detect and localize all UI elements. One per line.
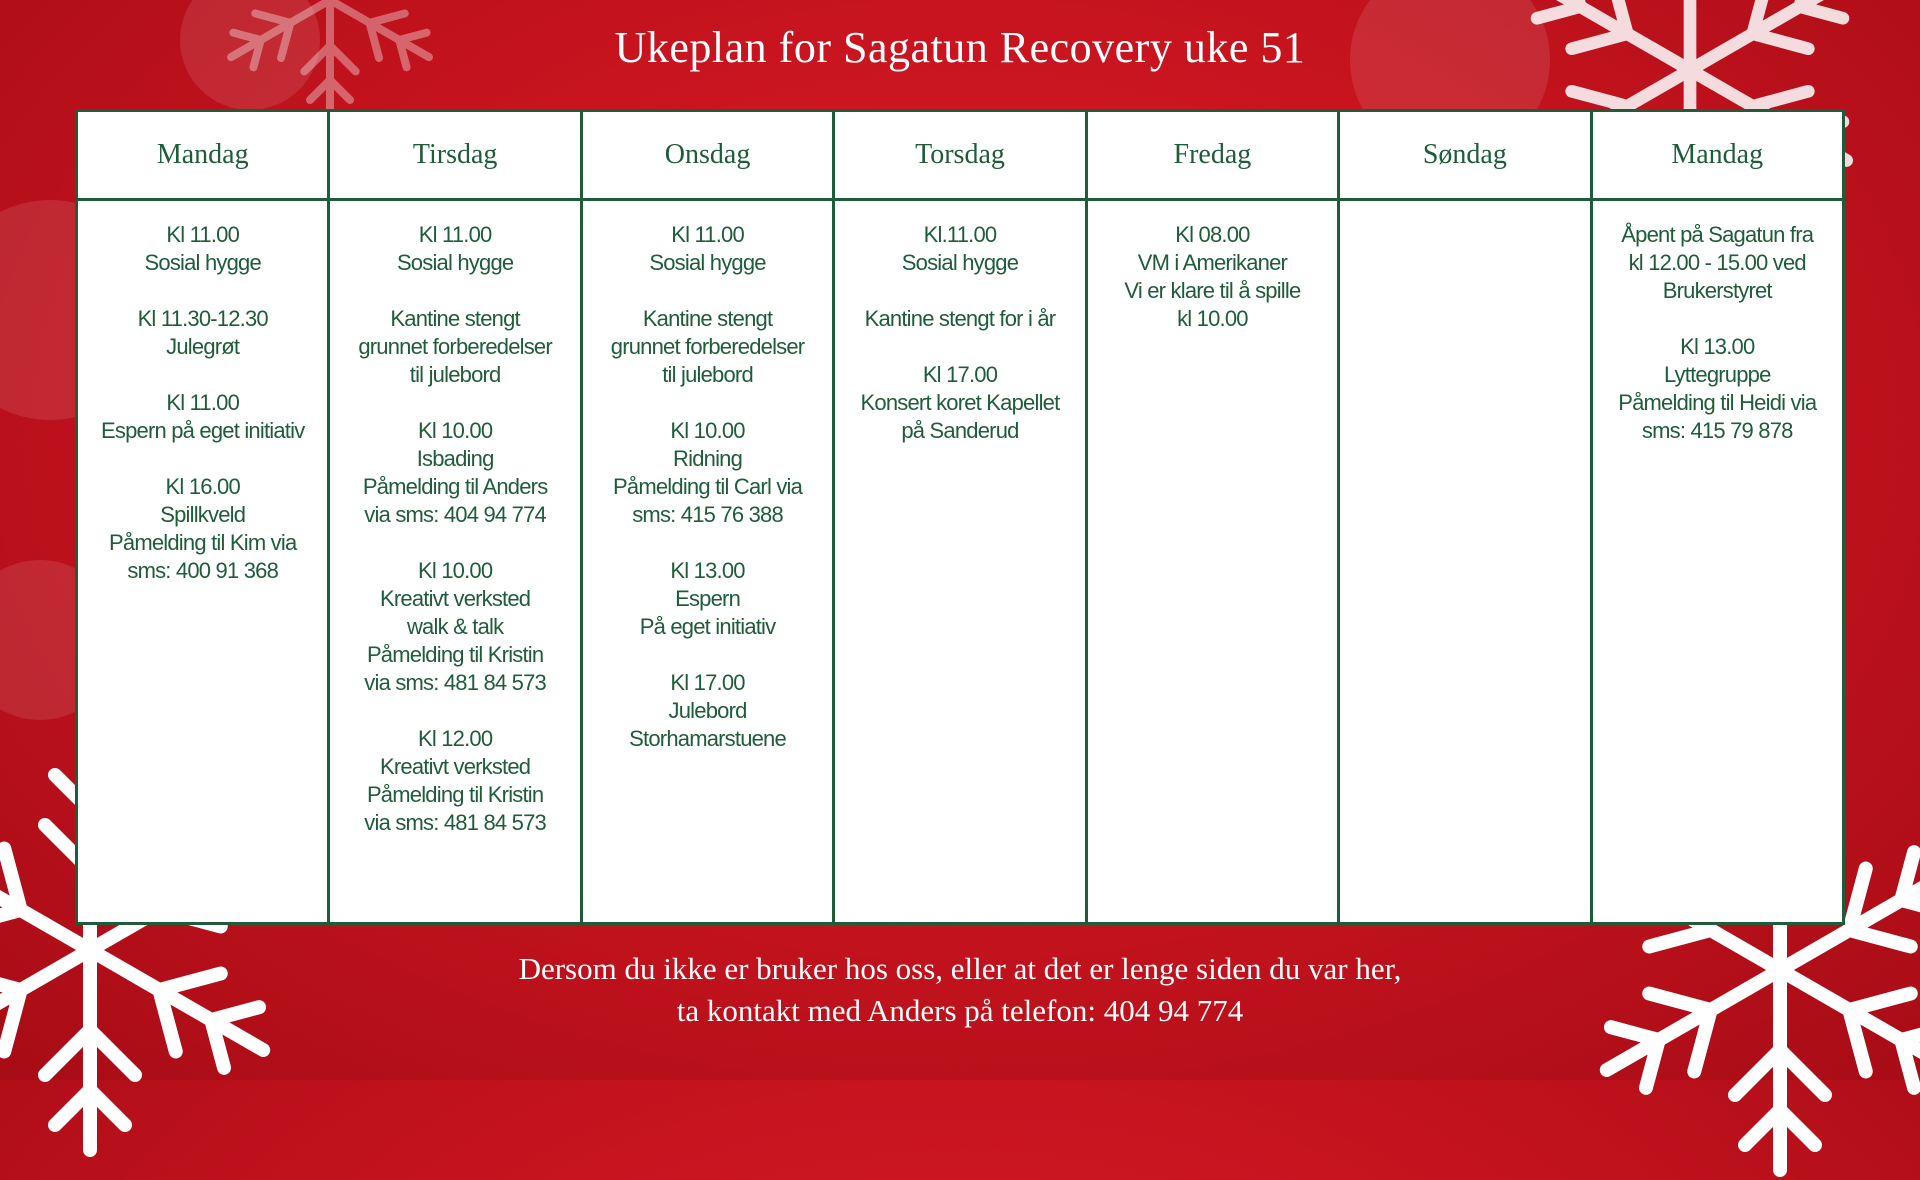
activity-line: Kl 10.00 xyxy=(417,418,493,443)
activity-entry xyxy=(1593,221,1842,305)
activity-line: Sosial hygge xyxy=(396,250,514,275)
day-column xyxy=(1088,112,1340,922)
activity-entry xyxy=(78,305,327,361)
activity-line: Espern på eget initiativ xyxy=(101,418,305,443)
activity-line: Påmelding til Kristin xyxy=(366,642,544,667)
activity-line: Kl 11.00 xyxy=(166,222,240,247)
day-column xyxy=(78,112,330,922)
day-header: Torsdag xyxy=(835,112,1084,201)
activity-line: Kantine stengt for i år xyxy=(864,306,1056,331)
activity-line: Isbading xyxy=(416,446,494,471)
activity-line: Kreativt verksted xyxy=(380,586,531,611)
activity-entry xyxy=(583,417,832,529)
activity-line: Påmelding til Heidi via xyxy=(1618,390,1817,415)
activity-entry xyxy=(330,725,579,837)
activity-line: Påmelding til Carl via xyxy=(613,474,803,499)
activity-line: På eget initiativ xyxy=(639,614,776,639)
activity-line: Julebord xyxy=(668,698,747,723)
activity-line: sms: 415 76 388 xyxy=(632,502,783,527)
activity-line: Kl 11.30-12.30 xyxy=(137,306,268,331)
activity-line: Lyttegruppe xyxy=(1663,362,1771,387)
activity-line: via sms: 481 84 573 xyxy=(364,670,546,695)
activity-line: Påmelding til Anders xyxy=(362,474,548,499)
day-header: Søndag xyxy=(1340,112,1589,201)
day-column xyxy=(583,112,835,922)
activity-line: VM i Amerikaner xyxy=(1137,250,1288,275)
activity-line: Kl 10.00 xyxy=(417,558,493,583)
page-title: Ukeplan for Sagatun Recovery uke 51 xyxy=(614,23,1306,72)
activity-line: Åpent på Sagatun fra xyxy=(1621,222,1814,247)
activity-line: til julebord xyxy=(409,362,501,387)
activity-line: Kl 11.00 xyxy=(418,222,492,247)
activity-line: Kl 13.00 xyxy=(1680,334,1755,359)
contact-footer xyxy=(0,948,1920,1032)
activity-line: Spillkveld xyxy=(160,502,246,527)
activity-line: Julegrøt xyxy=(166,334,240,359)
activity-line: Påmelding til Kim via xyxy=(109,530,297,555)
activity-line: Kantine stengt xyxy=(642,306,773,331)
activity-line: Påmelding til Kristin xyxy=(366,782,544,807)
activity-entry xyxy=(1088,221,1337,333)
day-column xyxy=(330,112,582,922)
day-activities xyxy=(78,201,327,922)
activity-line: via sms: 481 84 573 xyxy=(364,810,546,835)
day-activities xyxy=(835,201,1084,922)
day-activities xyxy=(1593,201,1842,922)
day-header: Mandag xyxy=(1593,112,1842,201)
activity-line: via sms: 404 94 774 xyxy=(364,502,546,527)
activity-line: til julebord xyxy=(662,362,753,387)
activity-line: Kl.11.00 xyxy=(923,222,997,247)
activity-entry xyxy=(78,473,327,585)
activity-entry xyxy=(583,669,832,753)
activity-line: Konsert koret Kapellet xyxy=(860,390,1060,415)
activity-line: grunnet forberedelser xyxy=(610,334,805,359)
activity-entry xyxy=(78,221,327,277)
activity-entry xyxy=(330,557,579,697)
activity-line: Ridning xyxy=(673,446,743,471)
activity-line: Kreativt verksted xyxy=(380,754,531,779)
footer-line: ta kontakt med Anders på telefon: 404 94 774 xyxy=(676,993,1244,1028)
day-activities xyxy=(1340,201,1589,922)
activity-line: Kl 11.00 xyxy=(166,390,240,415)
activity-line: Brukerstyret xyxy=(1662,278,1772,303)
activity-entry xyxy=(78,389,327,445)
activity-line: Kl 11.00 xyxy=(671,222,744,247)
activity-line: Kl 12.00 xyxy=(417,726,493,751)
activity-entry xyxy=(330,305,579,389)
activity-entry xyxy=(330,417,579,529)
activity-line: kl 10.00 xyxy=(1177,306,1248,331)
activity-entry xyxy=(835,361,1084,445)
activity-line: kl 12.00 - 15.00 ved xyxy=(1628,250,1806,275)
activity-entry xyxy=(583,221,832,277)
activity-line: sms: 415 79 878 xyxy=(1641,418,1793,443)
activity-entry xyxy=(583,305,832,389)
activity-line: Sosial hygge xyxy=(901,250,1019,275)
activity-entry xyxy=(835,221,1084,277)
day-activities xyxy=(583,201,832,922)
activity-line: Kl 13.00 xyxy=(670,558,745,583)
activity-line: grunnet forberedelser xyxy=(358,334,552,359)
activity-line: på Sanderud xyxy=(901,418,1019,443)
activity-line: sms: 400 91 368 xyxy=(127,558,279,583)
footer-line: Dersom du ikke er bruker hos oss, eller at det er lenge siden du var her, xyxy=(518,951,1402,986)
day-header: Onsdag xyxy=(583,112,832,201)
activity-line: Sosial hygge xyxy=(144,250,261,275)
activity-entry xyxy=(835,305,1084,333)
day-header: Mandag xyxy=(78,112,327,201)
activity-entry xyxy=(330,221,579,277)
activity-line: Kl 17.00 xyxy=(670,670,745,695)
day-header: Tirsdag xyxy=(330,112,579,201)
day-column xyxy=(1340,112,1592,922)
activity-line: Sosial hygge xyxy=(649,250,766,275)
day-activities xyxy=(1088,201,1337,922)
day-column xyxy=(835,112,1087,922)
activity-line: Kl 16.00 xyxy=(165,474,240,499)
activity-line: Vi er klare til å spille xyxy=(1124,278,1301,303)
activity-line: Kl 08.00 xyxy=(1175,222,1250,247)
week-schedule-table xyxy=(75,109,1845,925)
activity-entry xyxy=(583,557,832,641)
activity-line: Kl 10.00 xyxy=(670,418,745,443)
activity-line: Storhamarstuene xyxy=(629,726,786,751)
activity-line: Kl 17.00 xyxy=(922,362,998,387)
activity-entry xyxy=(1593,333,1842,445)
activity-line: Espern xyxy=(675,586,740,611)
day-activities xyxy=(330,201,579,922)
day-column xyxy=(1593,112,1842,922)
activity-line: walk & talk xyxy=(406,614,504,639)
activity-line: Kantine stengt xyxy=(390,306,520,331)
day-header: Fredag xyxy=(1088,112,1337,201)
